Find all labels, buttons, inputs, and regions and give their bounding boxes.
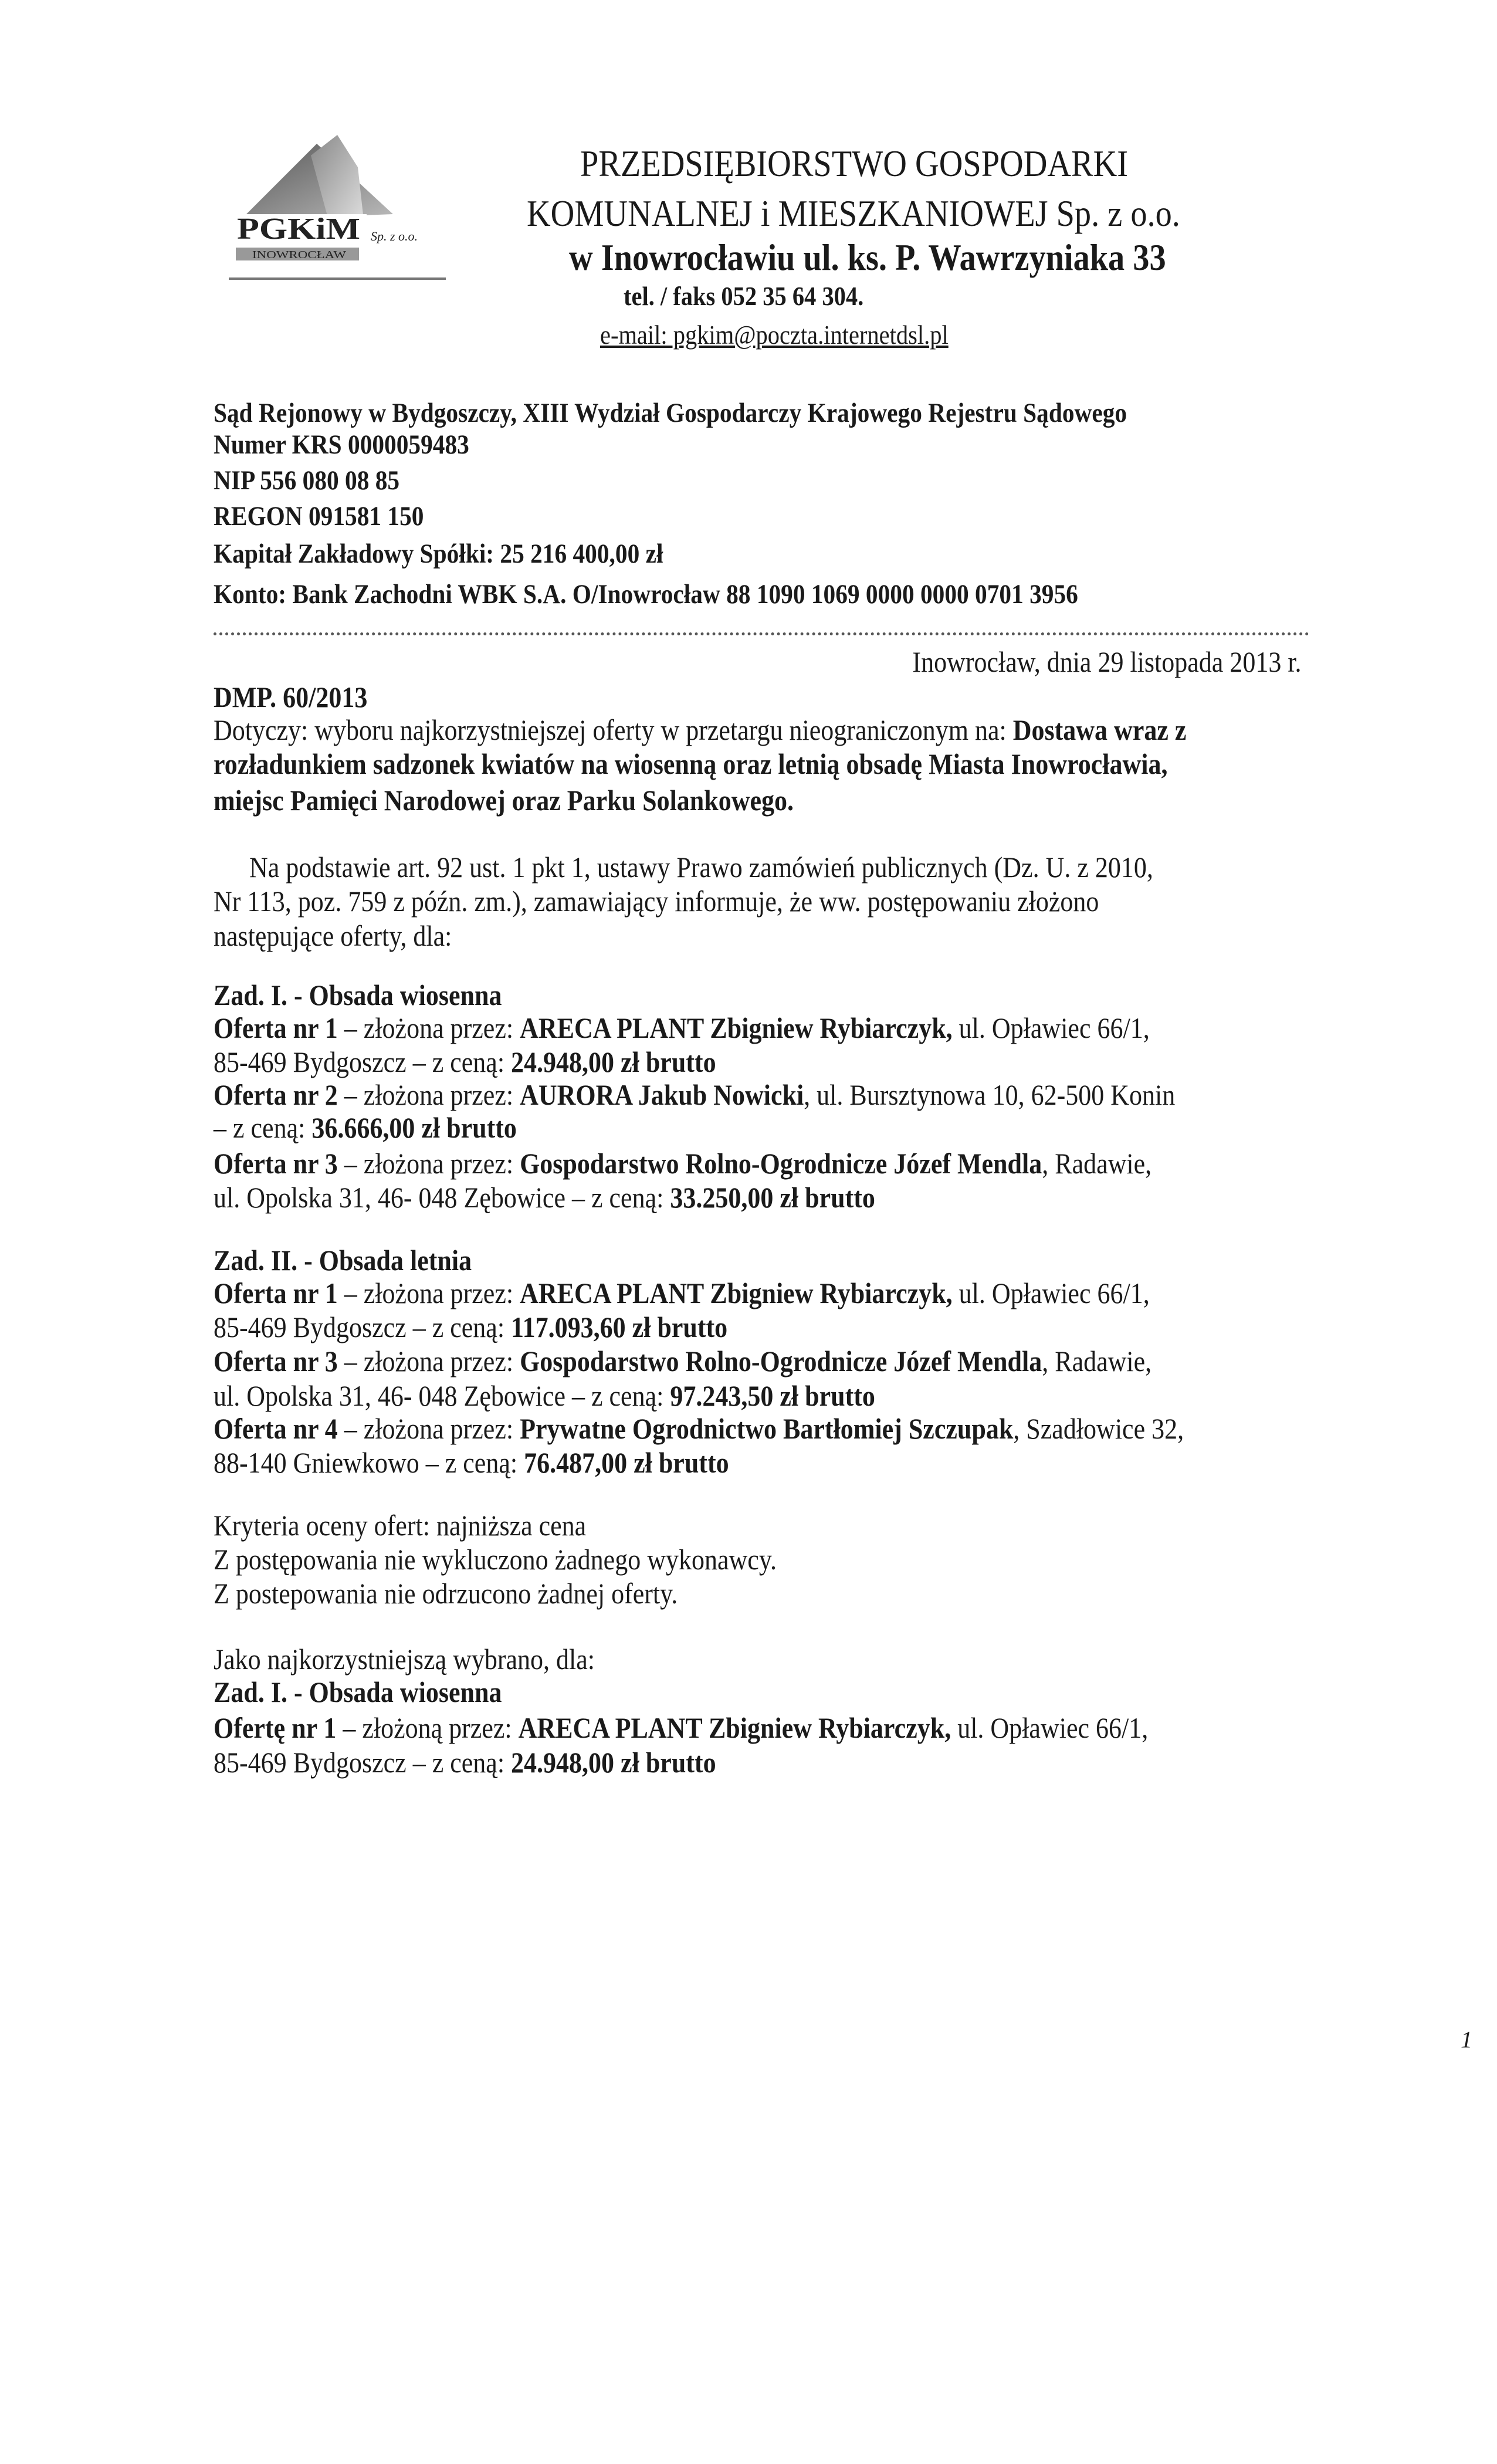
bold-text: Gospodarstwo Rolno-Ogrodnicze Józef Mendla bbox=[520, 1147, 1042, 1180]
body-line bbox=[214, 1414, 1184, 1443]
body-line bbox=[214, 1677, 502, 1707]
bold-text: 97.243,50 zł brutto bbox=[670, 1379, 875, 1412]
text: – złożona przez: bbox=[337, 1078, 520, 1111]
text: KOMUNALNEJ i MIESZKANIOWEJ Sp. z o.o. bbox=[527, 192, 1180, 234]
text: REGON 091581 150 bbox=[214, 501, 424, 532]
text: Kryteria oceny ofert: najniższa cena bbox=[214, 1509, 587, 1542]
body-line bbox=[214, 1312, 727, 1342]
text: , ul. Bursztynowa 10, 62-500 Konin bbox=[804, 1078, 1176, 1111]
text: ul. Opławiec 66/1, bbox=[952, 1277, 1150, 1309]
text: e-mail: pgkim@poczta.internetdsl.pl bbox=[600, 320, 949, 350]
bold-text: Gospodarstwo Rolno-Ogrodnicze Józef Mendla bbox=[520, 1345, 1042, 1377]
page-number: 1 bbox=[1461, 2026, 1472, 2053]
text: , Szadłowice 32, bbox=[1013, 1412, 1184, 1445]
registry-line bbox=[214, 466, 399, 495]
bold-text: miejsc Pamięci Narodowej oraz Parku Solankowego. bbox=[214, 784, 794, 817]
text: Sąd Rejonowy w Bydgoszczy, XIII Wydział Gospodarczy Krajowego Rejestru Sądowego bbox=[214, 398, 1127, 428]
bold-text: Oferta nr 1 bbox=[214, 1277, 338, 1309]
body-line bbox=[214, 1448, 729, 1477]
registry-line bbox=[214, 398, 1127, 428]
bold-text: Oferta nr 3 bbox=[214, 1345, 338, 1377]
logo-suffix: Sp. z o.o. bbox=[371, 229, 418, 243]
text: – złożona przez: bbox=[337, 1345, 520, 1377]
text: ul. Opolska 31, 46- 048 Zębowice – z ceną: bbox=[214, 1379, 670, 1412]
body-line bbox=[214, 1183, 875, 1212]
body-line bbox=[214, 1713, 1148, 1742]
letterhead-line bbox=[580, 143, 1128, 185]
body-line bbox=[214, 1545, 777, 1574]
logo-subtext: INOWROCŁAW bbox=[252, 249, 346, 260]
bold-text: Oferta nr 3 bbox=[214, 1147, 338, 1180]
body-line bbox=[214, 1748, 716, 1777]
company-logo bbox=[223, 132, 452, 285]
bold-text: 33.250,00 zł brutto bbox=[670, 1181, 875, 1214]
body-line bbox=[214, 1047, 716, 1077]
bold-text: Prywatne Ogrodnictwo Bartłomiej Szczupak bbox=[520, 1412, 1014, 1445]
text: 85-469 Bydgoszcz – z ceną: bbox=[214, 1311, 512, 1343]
text: ul. Opławiec 66/1, bbox=[951, 1711, 1149, 1744]
separator-dotted-line bbox=[214, 632, 1309, 635]
bold-text: Oferta nr 2 bbox=[214, 1078, 338, 1111]
body-line bbox=[214, 1245, 472, 1275]
bold-text: ARECA PLANT Zbigniew Rybiarczyk, bbox=[518, 1711, 951, 1744]
text: ul. Opławiec 66/1, bbox=[952, 1011, 1150, 1044]
bold-text: Zad. I. - Obsada wiosenna bbox=[214, 1676, 502, 1708]
text: 85-469 Bydgoszcz – z ceną: bbox=[214, 1045, 512, 1078]
body-line bbox=[214, 682, 367, 712]
text: Z postępowania nie wykluczono żadnego wykonawcy. bbox=[214, 1543, 777, 1576]
text: Nr 113, poz. 759 z późn. zm.), zamawiający informuje, że ww. postępowaniu złożono bbox=[214, 885, 1099, 918]
text: , Radawie, bbox=[1042, 1147, 1152, 1180]
body-line bbox=[214, 1278, 1150, 1308]
bold-text: Dostawa wraz z bbox=[1012, 713, 1187, 746]
text: – złożona przez: bbox=[337, 1412, 520, 1445]
letterhead-line bbox=[569, 236, 1166, 279]
letterhead-line bbox=[624, 282, 863, 311]
letterhead-line bbox=[600, 320, 949, 350]
body-line bbox=[214, 1149, 1151, 1178]
body-line bbox=[214, 886, 1099, 916]
body-line bbox=[249, 852, 1153, 882]
body-line bbox=[214, 980, 502, 1010]
text: Numer KRS 0000059483 bbox=[214, 429, 469, 460]
bold-text: Oferta nr 4 bbox=[214, 1412, 338, 1445]
logo-text: PGKiM bbox=[237, 212, 360, 246]
letterhead-line bbox=[527, 192, 1180, 235]
document-date: Inowrocław, dnia 29 listopada 2013 r. bbox=[912, 645, 1302, 678]
bold-text: Zad. I. - Obsada wiosenna bbox=[214, 979, 502, 1011]
text: Na podstawie art. 92 ust. 1 pkt 1, ustawy Prawo zamówień publicznych (Dz. U. z 2010, bbox=[249, 851, 1153, 884]
bold-text: Ofertę nr 1 bbox=[214, 1711, 337, 1744]
body-line bbox=[214, 715, 1186, 744]
registry-line bbox=[214, 430, 469, 459]
body-line bbox=[214, 786, 794, 815]
body-line bbox=[214, 1013, 1150, 1043]
text: Dotyczy: wyboru najkorzystniejszej oferty w przetargu nieograniczonym na: bbox=[214, 713, 1013, 746]
text: 85-469 Bydgoszcz – z ceną: bbox=[214, 1746, 512, 1779]
body-line bbox=[214, 1579, 678, 1608]
text: 88-140 Gniewkowo – z ceną: bbox=[214, 1446, 524, 1479]
body-line bbox=[214, 1346, 1151, 1376]
body-line bbox=[214, 1644, 595, 1674]
bold-text: rozładunkiem sadzonek kwiatów na wiosenną oraz letnią obsadę Miasta Inowrocławia, bbox=[214, 747, 1168, 780]
text: – złożoną przez: bbox=[336, 1711, 519, 1744]
text: Z postepowania nie odrzucono żadnej oferty. bbox=[214, 1577, 678, 1610]
bold-text: tel. / faks 052 35 64 304. bbox=[624, 281, 864, 311]
bold-text: 117.093,60 zł brutto bbox=[511, 1311, 728, 1343]
registry-line bbox=[214, 580, 1078, 609]
bold-text: DMP. 60/2013 bbox=[214, 681, 368, 713]
text: – złożona przez: bbox=[337, 1147, 520, 1180]
bold-text: w Inowrocławiu ul. ks. P. Wawrzyniaka 33 bbox=[569, 236, 1166, 278]
body-line bbox=[214, 921, 452, 950]
body-line bbox=[214, 1381, 875, 1410]
text: ul. Opolska 31, 46- 048 Zębowice – z ceną: bbox=[214, 1181, 670, 1214]
text: – z ceną: bbox=[214, 1111, 312, 1144]
bold-text: 76.487,00 zł brutto bbox=[524, 1446, 729, 1479]
text: Konto: Bank Zachodni WBK S.A. O/Inowrocław 88 1090 1069 0000 0000 0701 3956 bbox=[214, 579, 1078, 610]
body-line bbox=[214, 1080, 1175, 1109]
bold-text: 24.948,00 zł brutto bbox=[511, 1045, 716, 1078]
bold-text: 24.948,00 zł brutto bbox=[511, 1746, 716, 1779]
bold-text: Zad. II. - Obsada letnia bbox=[214, 1244, 472, 1277]
text: Jako najkorzystniejszą wybrano, dla: bbox=[214, 1643, 595, 1676]
text: PRZEDSIĘBIORSTWO GOSPODARKI bbox=[580, 143, 1129, 184]
text: NIP 556 080 08 85 bbox=[214, 465, 400, 496]
bold-text: ARECA PLANT Zbigniew Rybiarczyk, bbox=[520, 1011, 953, 1044]
body-line bbox=[214, 1113, 517, 1142]
text: Kapitał Zakładowy Spółki: 25 216 400,00 zł bbox=[214, 539, 663, 569]
bold-text: AURORA Jakub Nowicki bbox=[520, 1078, 804, 1111]
text: – złożona przez: bbox=[337, 1277, 520, 1309]
text: , Radawie, bbox=[1042, 1345, 1152, 1377]
bold-text: 36.666,00 zł brutto bbox=[311, 1111, 517, 1144]
registry-line bbox=[214, 539, 663, 568]
text: następujące oferty, dla: bbox=[214, 919, 452, 952]
text: – złożona przez: bbox=[337, 1011, 520, 1044]
bold-text: Oferta nr 1 bbox=[214, 1011, 338, 1044]
bold-text: ARECA PLANT Zbigniew Rybiarczyk, bbox=[520, 1277, 953, 1309]
body-line bbox=[214, 749, 1167, 779]
registry-line bbox=[214, 502, 424, 531]
body-line bbox=[214, 1511, 586, 1540]
